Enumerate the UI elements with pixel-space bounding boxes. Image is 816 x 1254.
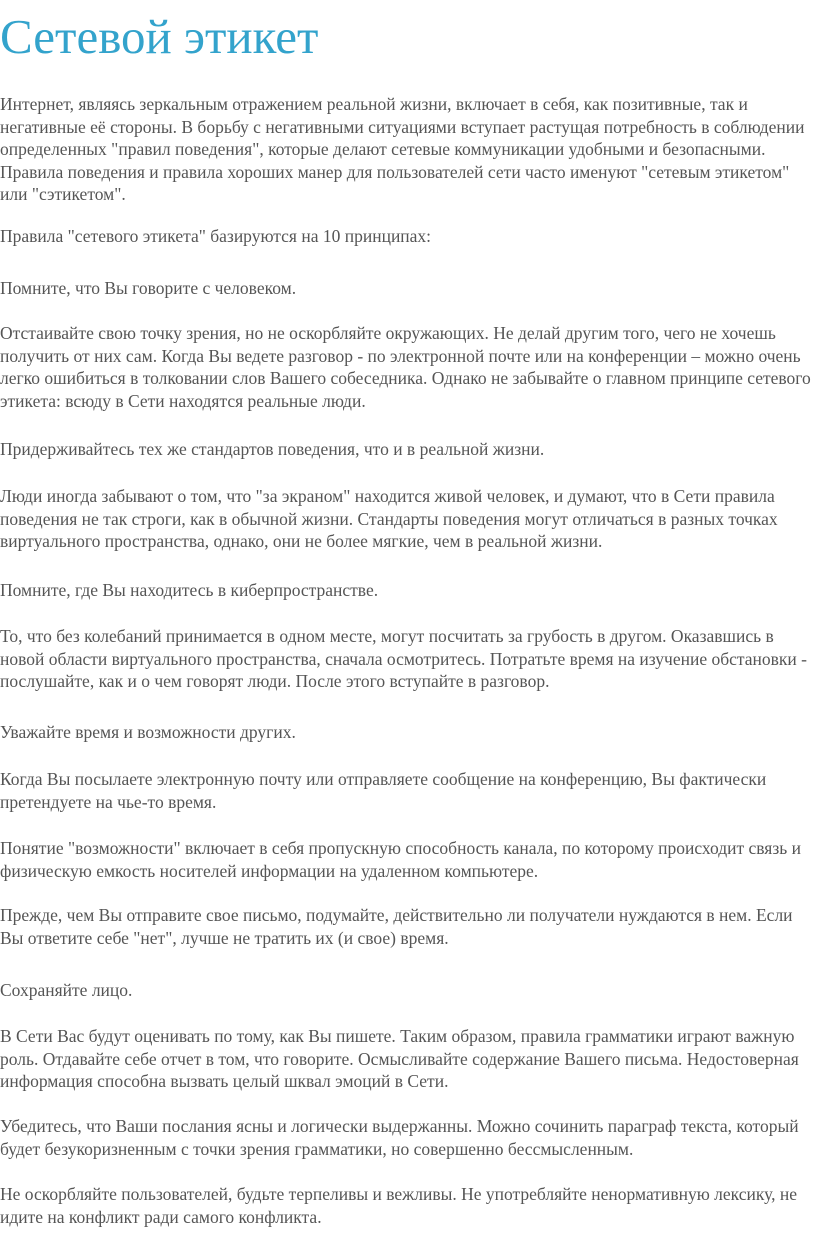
principles-intro: Правила "сетевого этикета" базируются на 10 принципах: [0, 226, 432, 246]
intro-paragraph: Интернет, являясь зеркальным отражением реальной жизни, включает в себя, как позитивные, так и негативные её стороны. В борьбу с негативными ситуациями вступает растущая потребность в соблюдении определенных "правил поведения", которые делают сетевые коммуникации удобными и безопасными. Правила поведения и правила хороших манер для пользователей сети часто именуют "сетевым этикетом" или "сэтикетом". [0, 94, 805, 205]
rule-text-4b: Понятие "возможности" включает в себя пропускную способность канала, по которому происходит связь и физическую емкость носителей информации на удаленном компьютере. [0, 838, 801, 881]
rule-heading-5: Сохраняйте лицо. [0, 980, 133, 1000]
rule-text-4a: Когда Вы посылаете электронную почту или отправляете сообщение на конференцию, Вы фактически претендуете на чье-то время. [0, 769, 767, 812]
rule-heading-4: Уважайте время и возможности других. [0, 722, 296, 742]
rule-text-4c: Прежде, чем Вы отправите свое письмо, подумайте, действительно ли получатели нуждаются в нем. Если Вы ответите себе "нет", лучше не тратить их (и свое) время. [0, 905, 793, 948]
rule-text-5c: Не оскорбляйте пользователей, будьте терпеливы и вежливы. Не употребляйте ненормативную лексику, не идите на конфликт ради самого конфликта. [0, 1184, 797, 1227]
rule-heading-1: Помните, что Вы говорите с человеком. [0, 278, 297, 298]
rule-heading-2: Придерживайтесь тех же стандартов поведения, что и в реальной жизни. [0, 439, 545, 459]
rule-text-1: Отстаивайте свою точку зрения, но не оскорбляйте окружающих. Не делай другим того, чего не хочешь получить от них сам. Когда Вы ведете разговор - по электронной почте или на конференции – можно очень легко ошибиться в толковании слов Вашего собеседника. Однако не забывайте о главном принципе сетевого этикета: всюду в Сети находятся реальные люди. [0, 323, 811, 411]
rule-text-5b: Убедитесь, что Ваши послания ясны и логически выдержанны. Можно сочинить параграф текста, который будет безукоризненным с точки зрения грамматики, но совершенно бессмысленным. [0, 1116, 799, 1159]
rule-text-5a: В Сети Вас будут оценивать по тому, как Вы пишете. Таким образом, правила грамматики играют важную роль. Отдавайте себе отчет в том, что говорите. Осмысливайте содержание Вашего письма. Недостоверная информация способна вызвать целый шквал эмоций в Сети. [0, 1026, 799, 1092]
rule-heading-3: Помните, где Вы находитесь в киберпространстве. [0, 580, 379, 600]
page-title: Сетевой этикет [0, 9, 319, 64]
rule-text-2: Люди иногда забывают о том, что "за экраном" находится живой человек, и думают, что в Сети правила поведения не так строги, как в обычной жизни. Стандарты поведения могут отличаться в разных точках виртуального пространства, однако, они не более мягкие, чем в реальной жизни. [0, 486, 778, 552]
rule-text-3: То, что без колебаний принимается в одном месте, могут посчитать за грубость в другом. Оказавшись в новой области виртуального пространства, сначала осмотритесь. Потратьте время на изучение обстановки - послушайте, как и о чем говорят люди. После этого вступайте в разговор. [0, 626, 807, 692]
